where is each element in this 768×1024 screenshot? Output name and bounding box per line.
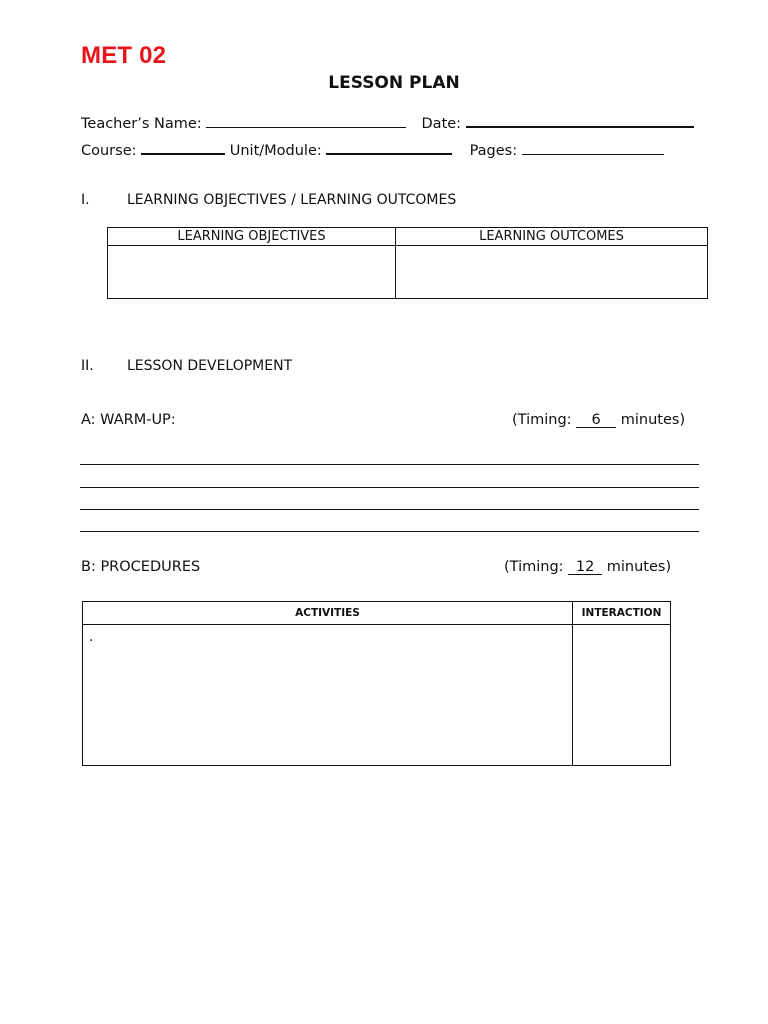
warmup-line-1[interactable] [80,464,699,465]
outcomes-header: LEARNING OUTCOMES [396,228,708,246]
procedures-timing [504,559,671,575]
interaction-cell[interactable] [573,625,671,766]
warmup-line-2[interactable] [80,487,699,488]
objectives-cell[interactable] [108,246,396,299]
procedures-timing-suffix: minutes) [606,559,672,575]
warmup-timing-suffix: minutes) [620,412,686,428]
procedures-label: B: PROCEDURES [81,559,201,575]
page-title: LESSON PLAN [328,73,460,93]
warmup-line-3[interactable] [80,509,699,510]
warmup-label: A: WARM-UP: [81,412,176,428]
objectives-header: LEARNING OBJECTIVES [108,228,396,246]
date-label: Date: [421,116,462,132]
warmup-timing-value[interactable]: 6 [576,413,616,428]
activities-header: ACTIVITIES [83,602,573,625]
warmup-line-4[interactable] [80,531,699,532]
unit-module-label: Unit/Module: [229,143,322,159]
pages-blank[interactable] [522,141,664,155]
activity-mark: . [89,629,94,645]
objectives-table [107,227,708,299]
warmup-timing [512,412,685,428]
warmup-timing-prefix: (Timing: [512,412,572,428]
section-1-title: LEARNING OBJECTIVES / LEARNING OUTCOMES [127,192,457,208]
section-2-title: LESSON DEVELOPMENT [127,358,293,374]
outcomes-cell[interactable] [396,246,708,299]
interaction-header: INTERACTION [573,602,671,625]
activities-cell[interactable] [83,625,573,766]
procedures-table [82,601,671,766]
procedures-timing-value[interactable]: 12 [568,560,602,575]
course-blank[interactable] [141,140,225,155]
document-code: MET 02 [81,42,167,69]
section-2-number: II. [81,358,94,374]
course-label: Course: [81,143,137,159]
teacher-name-blank[interactable] [206,114,406,128]
teacher-name-label: Teacher’s Name: [81,116,202,132]
pages-label: Pages: [469,143,518,159]
procedures-timing-prefix: (Timing: [504,559,564,575]
course-unit-pages-row [81,140,664,159]
unit-module-blank[interactable] [326,140,452,155]
date-blank[interactable] [466,113,694,128]
teacher-date-row [81,113,694,132]
section-1-number: I. [81,192,90,208]
